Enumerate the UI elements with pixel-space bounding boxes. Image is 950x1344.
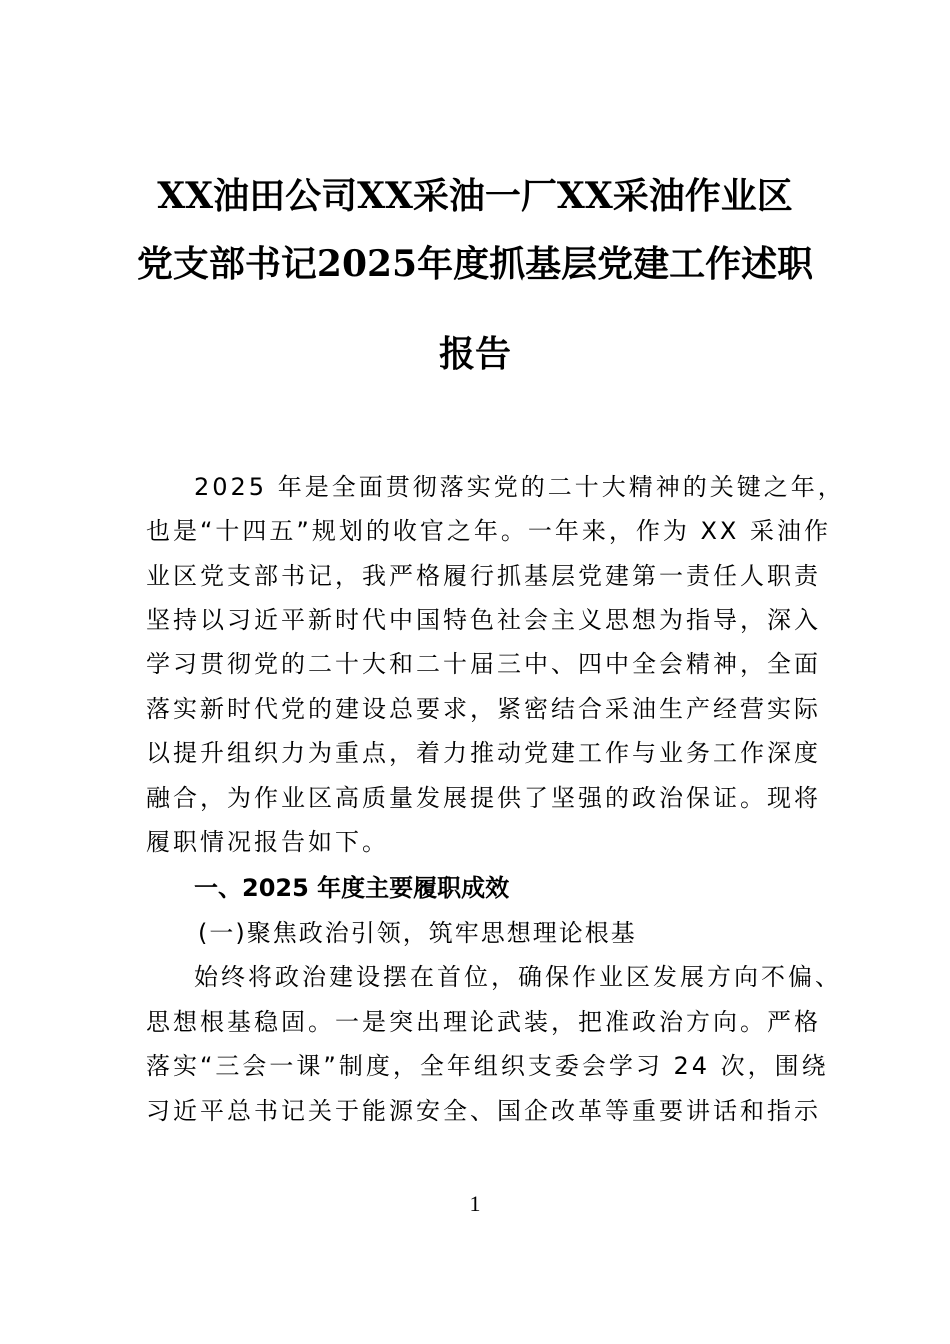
section-line-4: 习近平总书记关于能源安全、国企改革等重要讲话和指示 (146, 1097, 821, 1125)
intro-line-4: 坚持以习近平新时代中国特色社会主义思想为指导，深入 (146, 606, 821, 634)
title-line-3: 报告 (438, 333, 511, 375)
page-number: 1 (469, 1191, 481, 1216)
section-line-3: 落实“三会一课”制度，全年组织支委会学习 24 次，围绕 (146, 1052, 829, 1080)
subsection-heading: (一)聚焦政治引领，筑牢思想理论根基 (198, 919, 637, 947)
intro-line-2: 也是“十四五”规划的收官之年。一年来，作为 XX 采油作 (146, 517, 832, 545)
section-heading: 一、2025 年度主要履职成效 (194, 874, 510, 902)
intro-line-7: 以提升组织力为重点，着力推动党建工作与业务工作深度 (146, 739, 821, 767)
intro-line-5: 学习贯彻党的二十大和二十届三中、四中全会精神，全面 (146, 650, 821, 678)
title-line-1: XX油田公司XX采油一厂XX采油作业区 (157, 175, 793, 217)
intro-line-1: 2025 年是全面贯彻落实党的二十大精神的关键之年， (194, 473, 845, 501)
intro-line-3: 业区党支部书记，我严格履行抓基层党建第一责任人职责 (146, 562, 821, 590)
intro-line-6: 落实新时代党的建设总要求，紧密结合采油生产经营实际 (146, 695, 821, 723)
section-line-1: 始终将政治建设摆在首位，确保作业区发展方向不偏、 (194, 963, 842, 991)
intro-line-9: 履职情况报告如下。 (146, 828, 389, 856)
section-line-2: 思想根基稳固。一是突出理论武装，把准政治方向。严格 (146, 1008, 821, 1036)
intro-line-8: 融合，为作业区高质量发展提供了坚强的政治保证。现将 (146, 784, 821, 812)
title-line-2: 党支部书记2025年度抓基层党建工作述职 (136, 243, 814, 285)
